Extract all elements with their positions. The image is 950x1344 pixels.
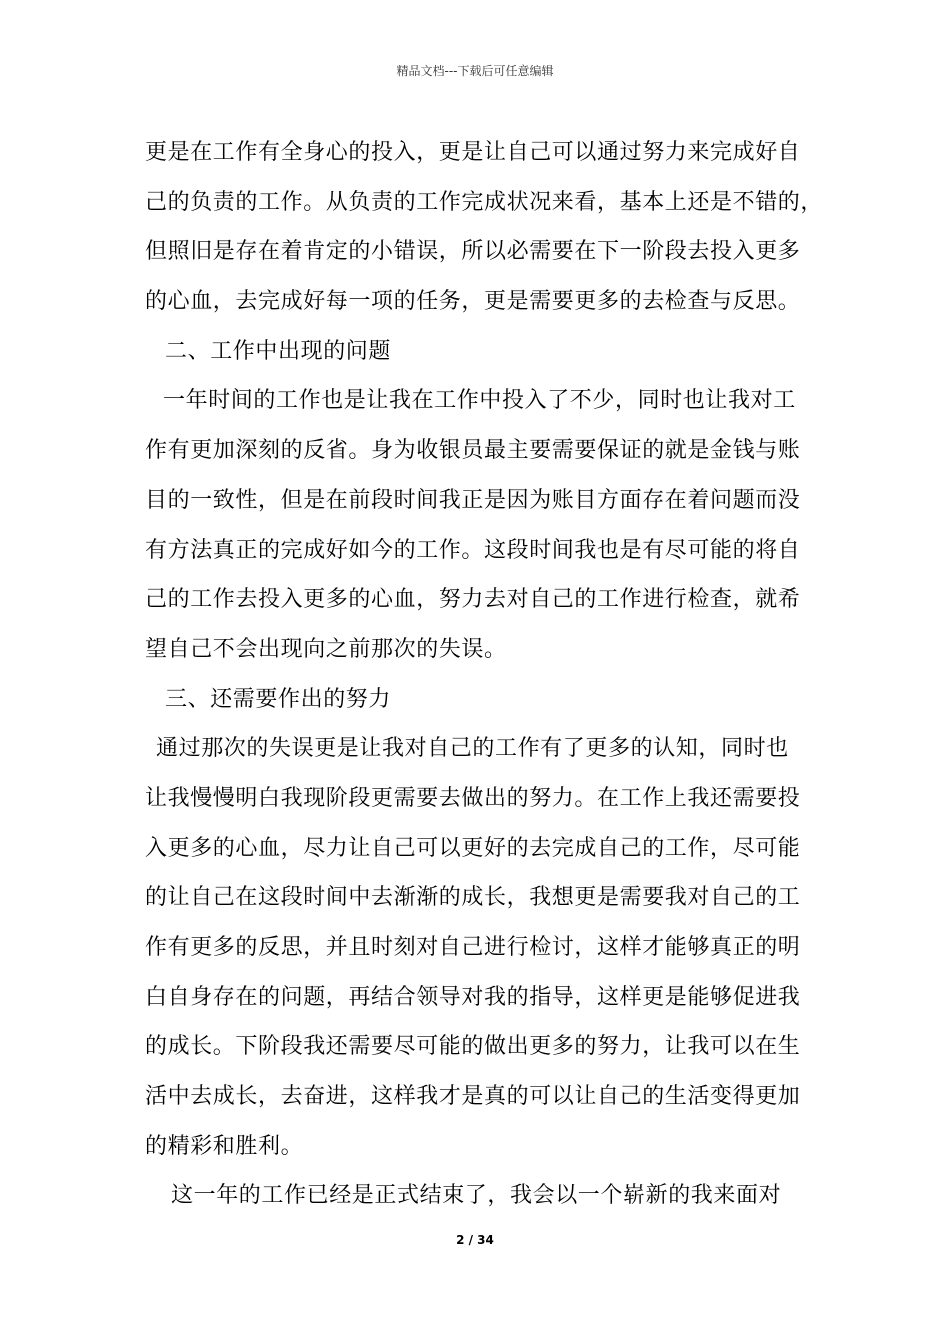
section-heading: 二、工作中出现的问题 <box>165 338 392 364</box>
body-line: 的精彩和胜利。 <box>145 1133 304 1159</box>
body-line: 的心血，去完成好每一项的任务，更是需要更多的去检查与反思。 <box>145 289 801 315</box>
page-number: 2 / 34 <box>456 1233 494 1247</box>
body-line: 己的负责的工作。从负责的工作完成状况来看，基本上还是不错的， <box>145 189 824 215</box>
body-line: 有方法真正的完成好如今的工作。这段时间我也是有尽可能的将自 <box>145 537 801 563</box>
page-header: 精品文档---下载后可任意编辑 <box>396 64 554 78</box>
body-line: 入更多的心血，尽力让自己可以更好的去完成自己的工作，尽可能 <box>145 835 801 861</box>
body-line: 一年时间的工作也是让我在工作中投入了不少，同时也让我对工 <box>163 388 796 414</box>
body-line: 活中去成长，去奋进，这样我才是真的可以让自己的生活变得更加 <box>145 1084 801 1110</box>
document-body <box>145 128 824 1221</box>
body-line: 作有更加深刻的反省。身为收银员最主要需要保证的就是金钱与账 <box>145 438 801 464</box>
body-line: 的让自己在这段时间中去渐渐的成长，我想更是需要我对自己的工 <box>145 885 801 911</box>
body-line: 这一年的工作已经是正式结束了，我会以一个崭新的我来面对 <box>171 1183 782 1209</box>
body-line: 白自身存在的问题，再结合领导对我的指导，这样更是能够促进我 <box>145 984 801 1010</box>
body-line: 望自己不会出现向之前那次的失误。 <box>145 636 507 662</box>
body-line: 更是在工作有全身心的投入，更是让自己可以通过努力来完成好自 <box>145 140 801 165</box>
body-line: 作有更多的反思，并且时刻对自己进行检讨，这样才能够真正的明 <box>145 935 801 960</box>
body-line: 目的一致性，但是在前段时间我正是因为账目方面存在着问题而没 <box>145 487 801 513</box>
body-line: 通过那次的失误更是让我对自己的工作有了更多的认知，同时也 <box>156 736 789 762</box>
body-line: 让我慢慢明白我现阶段更需要去做出的努力。在工作上我还需要投 <box>145 785 801 811</box>
body-line: 但照旧是存在着肯定的小错误，所以必需要在下一阶段去投入更多 <box>145 239 801 265</box>
body-line: 己的工作去投入更多的心血，努力去对自己的工作进行检查，就希 <box>145 587 801 613</box>
body-line: 的成长。下阶段我还需要尽可能的做出更多的努力，让我可以在生 <box>145 1034 801 1060</box>
section-heading: 三、还需要作出的努力 <box>165 686 392 712</box>
